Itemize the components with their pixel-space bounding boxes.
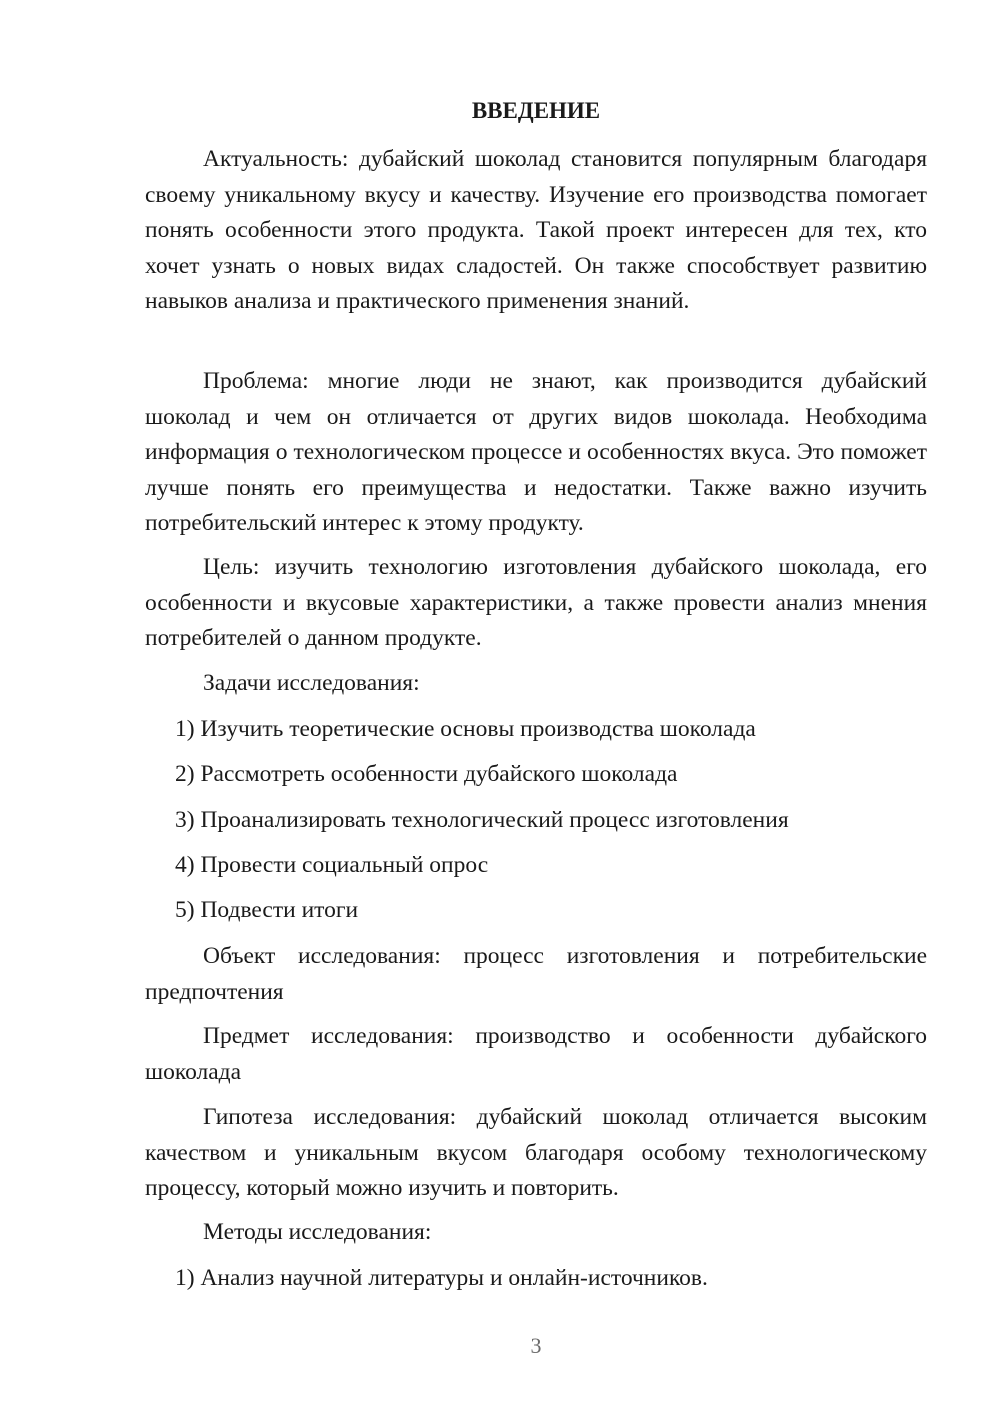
task-item: 3) Проанализировать технологический процесс изготовления — [175, 807, 789, 833]
hypothesis-paragraph: Гипотеза исследования: дубайский шоколад отличается высоким качеством и уникальным вкусом благодаря особому технологическому процессу, который можно изучить и повторить. — [145, 1104, 927, 1201]
task-item: 2) Рассмотреть особенности дубайского шоколада — [175, 761, 678, 787]
relevance-paragraph: Актуальность: дубайский шоколад становится популярным благодаря своему уникальному вкусу и качеству. Изучение его производства помогает понять особенности этого продукта. Такой проект интересен для тех, кто хочет узнать о новых видах сладостей. Он также способствует развитию навыков анализа и практического применения знаний. — [145, 146, 927, 314]
tasks-heading: Задачи исследования: — [203, 670, 420, 696]
problem-paragraph: Проблема: многие люди не знают, как производится дубайский шоколад и чем он отличается от других видов шоколада. Необходима информация о технологическом процессе и особенностях вкуса. Это поможет лучше понять его преимущества и недостатки. Также важно изучить потребительский интерес к этому продукту. — [145, 368, 927, 536]
goal-paragraph: Цель: изучить технологию изготовления дубайского шоколада, его особенности и вкусовые характеристики, а также провести анализ мнения потребителей о данном продукте. — [145, 554, 927, 651]
method-item: 1) Анализ научной литературы и онлайн-источников. — [175, 1265, 708, 1291]
subject-paragraph: Предмет исследования: производство и особенности дубайского шоколада — [145, 1023, 927, 1085]
task-item: 4) Провести социальный опрос — [175, 852, 489, 878]
task-item: 1) Изучить теоретические основы производства шоколада — [175, 716, 756, 742]
object-paragraph: Объект исследования: процесс изготовления и потребительские предпочтения — [145, 943, 927, 1005]
methods-heading: Методы исследования: — [203, 1219, 432, 1245]
section-title: ВВЕДЕНИЕ — [471, 98, 601, 123]
task-item: 5) Подвести итоги — [175, 897, 359, 923]
page-number: 3 — [530, 1333, 542, 1358]
